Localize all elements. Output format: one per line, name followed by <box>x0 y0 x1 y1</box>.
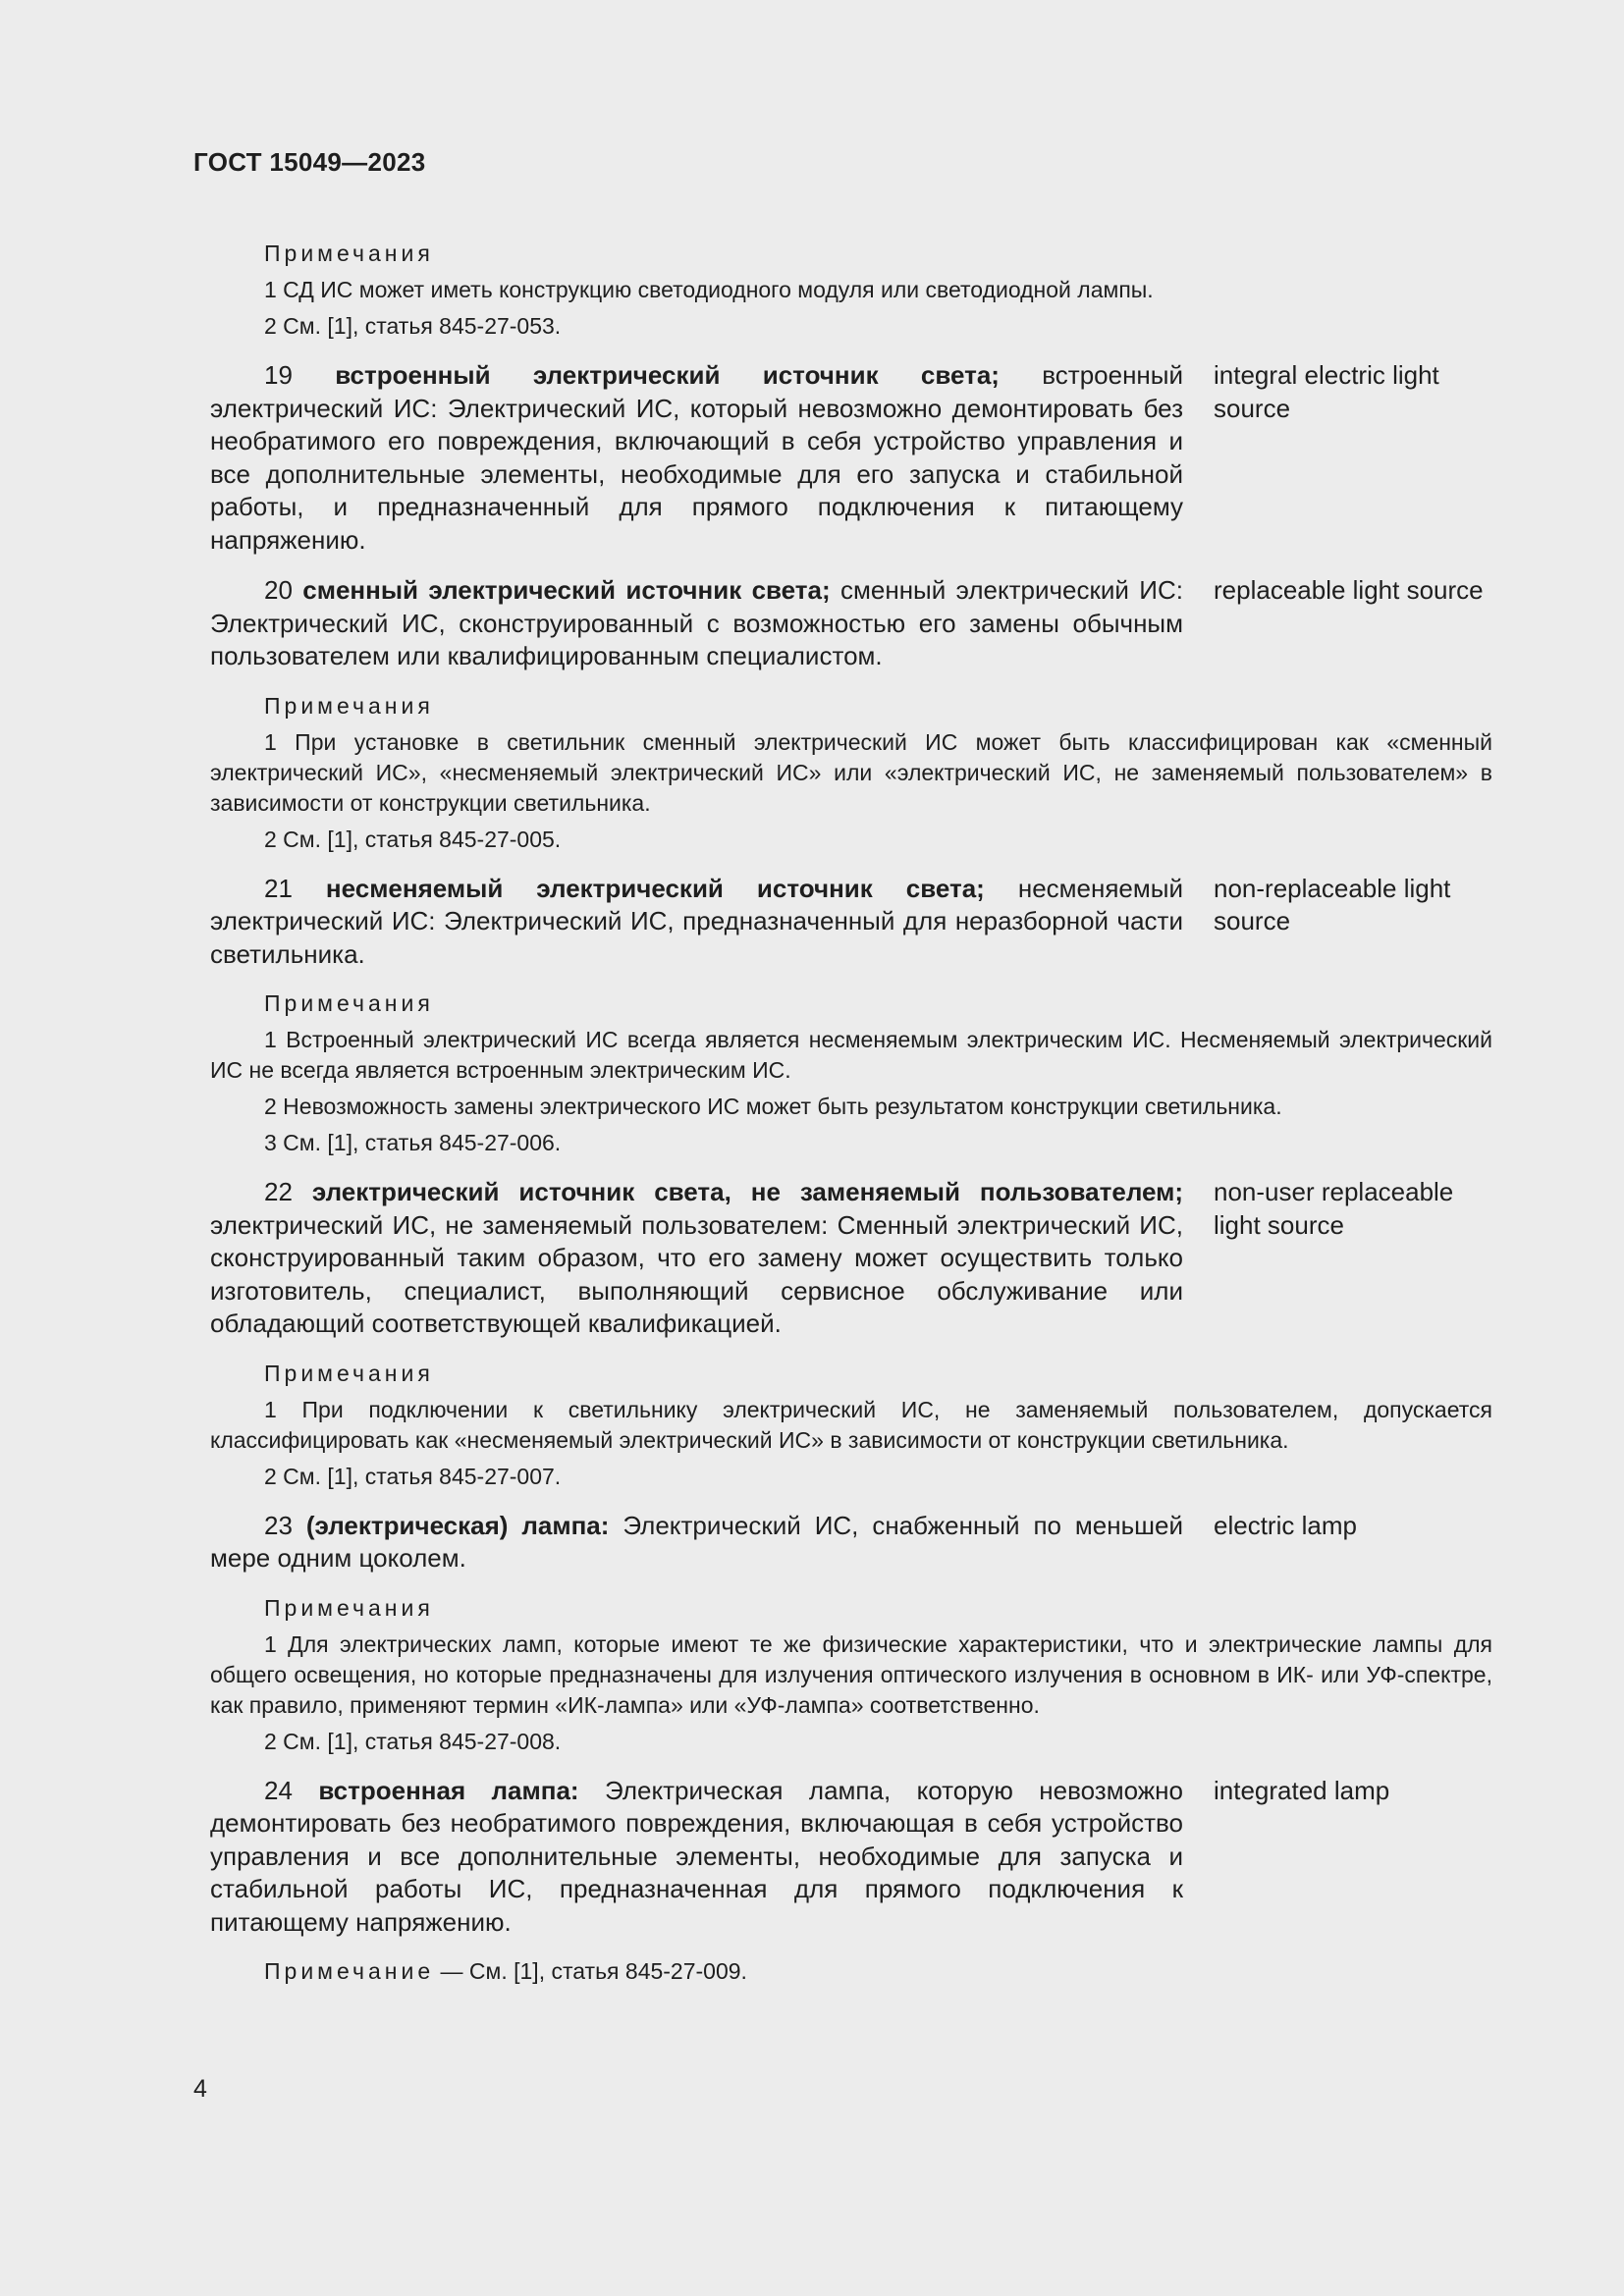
notes-block <box>210 691 1492 855</box>
term-definition <box>210 359 1183 557</box>
single-note <box>210 1956 1492 1987</box>
term-name: электрический источник света, не заменяемый пользователем; <box>311 1177 1183 1206</box>
note-item: 2 Невозможность замены электрического ИС может быть результатом конструкции светильника. <box>264 1094 1282 1119</box>
notes-block <box>210 239 1492 342</box>
notes-block <box>210 1956 1492 1987</box>
term-name: сменный электрический источник света; <box>302 575 831 605</box>
note-label: Примечание <box>264 1958 435 1984</box>
term-english: non-user replaceable light source <box>1214 1177 1454 1240</box>
note-item: 1 При подключении к светильнику электрический ИС, не заменяемый пользователем, допускается классифицировать как «несменяемый электрический ИС» в зависимости от конструкции светильника. <box>210 1396 1492 1453</box>
document-header: ГОСТ 15049—2023 <box>193 147 426 177</box>
term-english: electric lamp <box>1214 1510 1357 1540</box>
notes-title: Примечания <box>264 692 434 719</box>
notes-block <box>210 1359 1492 1492</box>
notes-title: Примечания <box>264 1594 434 1621</box>
term-name: встроенный электрический источник света; <box>335 360 1000 390</box>
term-name: встроенная лампа: <box>318 1775 579 1805</box>
term-definition <box>210 873 1183 972</box>
term-number: 23 <box>264 1510 293 1540</box>
term-text: встроенный электрический ИС: Электрический ИС, который невозможно демонтировать без необратимого его повреждения, включающий в себя устройство управления и все дополнительные элементы, необходимые для его запуска и стабильной работы, и предназначенный для прямого подключения к питающему напряжению. <box>210 360 1184 555</box>
term-name: несменяемый электрический источник света; <box>325 873 985 903</box>
note-item: 2 См. [1], статья 845-27-008. <box>264 1728 562 1754</box>
term-definition <box>210 1176 1183 1341</box>
note-item: 2 См. [1], статья 845-27-005. <box>264 826 562 852</box>
term-english: replaceable light source <box>1214 575 1484 605</box>
term-entry-19 <box>210 359 1492 557</box>
note-item: 2 См. [1], статья 845-27-007. <box>264 1463 562 1489</box>
term-text: сменный электрический ИС: Электрический ИС, сконструированный с возможностью его замены обычным пользователем или квалифицированным специалистом. <box>210 575 1183 670</box>
notes-title: Примечания <box>264 1360 434 1386</box>
term-english: non-replaceable light source <box>1214 873 1451 935</box>
term-text: несменяемый электрический ИС: Электрический ИС, предназначенный для неразборной части светильника. <box>210 873 1183 969</box>
note-item: 1 СД ИС может иметь конструкцию светодиодного модуля или светодиодной лампы. <box>264 277 1154 302</box>
note-item: 1 Встроенный электрический ИС всегда является несменяемым электрическим ИС. Несменяемый электрический ИС не всегда является встроенным электрическим ИС. <box>210 1027 1492 1083</box>
notes-block <box>210 988 1492 1158</box>
notes-title: Примечания <box>264 240 434 266</box>
note-text: — См. [1], статья 845-27-009. <box>440 1958 747 1984</box>
notes-block <box>210 1593 1492 1757</box>
note-item: 1 Для электрических ламп, которые имеют те же физические характеристики, что и электрические лампы для общего освещения, но которые предназначены для излучения оптического излучения в основном в ИК- или УФ-спектре, как правило, применяют термин «ИК-лампа» или «УФ-лампа» соответственно. <box>210 1630 1492 1718</box>
term-number: 20 <box>264 575 293 605</box>
note-item: 2 См. [1], статья 845-27-053. <box>264 313 562 339</box>
term-name: (электрическая) лампа: <box>305 1510 610 1540</box>
page-number: 4 <box>193 2075 207 2103</box>
term-entry-23 <box>210 1510 1492 1575</box>
term-entry-24 <box>210 1775 1492 1940</box>
note-item: 3 См. [1], статья 845-27-006. <box>264 1130 562 1155</box>
term-entry-20 <box>210 574 1492 673</box>
term-definition <box>210 1510 1183 1575</box>
term-text: Электрическая лампа, которую невозможно демонтировать без необратимого повреждения, включающая в себя устройство управления и все дополнительные элементы, необходимые для запуска и стабильной работы ИС, предназначенная для прямого подключения к питающему напряжению. <box>210 1775 1183 1937</box>
term-text: Электрический ИС, снабженный по меньшей мере одним цоколем. <box>210 1510 1183 1573</box>
notes-title: Примечания <box>264 990 434 1016</box>
term-definition <box>210 1775 1183 1940</box>
term-number: 21 <box>264 873 293 903</box>
term-number: 19 <box>264 360 293 390</box>
term-entry-21 <box>210 873 1492 972</box>
note-item: 1 При установке в светильник сменный электрический ИС может быть классифицирован как «сменный электрический ИС», «несменяемый электрический ИС» или «электрический ИС, не заменяемый пользователем» в зависимости от конструкции светильника. <box>210 728 1492 816</box>
document-body <box>210 239 1492 2004</box>
term-english: integral electric light source <box>1214 360 1439 423</box>
term-english: integrated lamp <box>1214 1775 1390 1805</box>
term-number: 24 <box>264 1775 293 1805</box>
term-text: электрический ИС, не заменяемый пользователем: Сменный электрический ИС, сконструированный таким образом, что его замену может осуществить только изготовитель, специалист, выполняющий сервисное обслуживание или обладающий соответствующей квалификацией. <box>210 1209 1183 1338</box>
term-entry-22 <box>210 1176 1492 1341</box>
term-number: 22 <box>264 1177 293 1206</box>
term-definition <box>210 574 1183 673</box>
